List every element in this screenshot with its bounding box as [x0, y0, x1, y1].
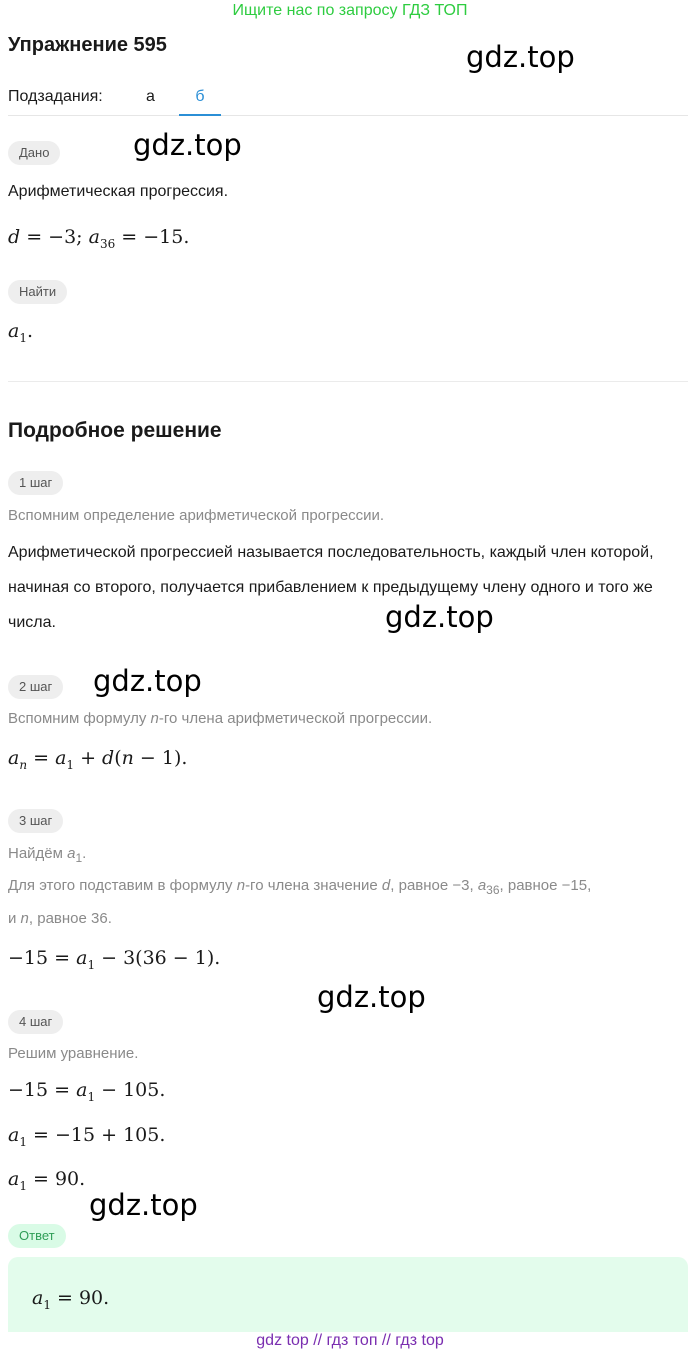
- step-2-hint: Вспомним формулу n-го члена арифметической прогрессии.: [8, 710, 433, 727]
- watermark: gdz.top: [93, 664, 202, 698]
- watermark: gdz.top: [317, 980, 426, 1014]
- answer-box: [8, 1257, 688, 1332]
- solution-title: Подробное решение: [8, 419, 222, 442]
- watermark: gdz.top: [385, 600, 494, 634]
- top-banner[interactable]: Ищите нас по запросу ГДЗ ТОП: [232, 2, 468, 19]
- step-3-chip: 3 шаг: [8, 809, 63, 833]
- answer-chip: Ответ: [8, 1224, 66, 1248]
- step-3-hint-3: и n, равное 36.: [8, 910, 112, 927]
- watermark: gdz.top: [133, 128, 242, 162]
- answer-formula: $a_1 = 90$.: [32, 1287, 110, 1312]
- step-4-line-3: $a_1 = 90$.: [8, 1168, 86, 1193]
- given-chip: Дано: [8, 141, 60, 165]
- tab-subtask-a[interactable]: а: [146, 88, 155, 105]
- subtasks-label: Подзадания:: [8, 88, 103, 105]
- step-3-hint-1: Найдём $a_1$.: [8, 845, 87, 865]
- subtasks-bar: [8, 84, 688, 116]
- step-3-hint-2: Для этого подставим в формулу n-го члена значение d, равное −3, $a_{36}$, равное −15,: [8, 877, 592, 897]
- footer-links[interactable]: gdz top // гдз топ // гдз top: [256, 1332, 444, 1349]
- given-formula: d = −3; $a_{36} = -15$.: [8, 226, 190, 251]
- step-2-chip: 2 шаг: [8, 675, 63, 699]
- tab-subtask-b[interactable]: б: [179, 88, 221, 116]
- step-1-text: Арифметической прогрессией называется последовательность, каждый член которой, начиная со второго, получается прибавлением к предыдущему члену одного и того же числа.: [8, 544, 654, 631]
- step-2-formula: $a_n = a_1 + d(n - 1)$.: [8, 747, 188, 772]
- step-4-line-2: $a_1 = -15 + 105$.: [8, 1124, 166, 1149]
- find-chip: Найти: [8, 280, 67, 304]
- given-text: Арифметическая прогрессия.: [8, 183, 229, 200]
- step-4-line-1: $-15 = a_1 - 105$.: [8, 1079, 166, 1104]
- step-4-chip: 4 шаг: [8, 1010, 63, 1034]
- step-3-formula: $-15 = a_1 - 3(36 - 1)$.: [8, 947, 221, 972]
- page-title: Упражнение 595: [8, 34, 167, 56]
- step-1-chip: 1 шаг: [8, 471, 63, 495]
- watermark: gdz.top: [89, 1188, 198, 1222]
- watermark: gdz.top: [466, 40, 575, 74]
- find-formula: $a_1$.: [8, 320, 34, 345]
- step-1-hint: Вспомним определение арифметической прогрессии.: [8, 507, 385, 524]
- divider: [8, 381, 688, 382]
- step-4-hint: Решим уравнение.: [8, 1045, 139, 1062]
